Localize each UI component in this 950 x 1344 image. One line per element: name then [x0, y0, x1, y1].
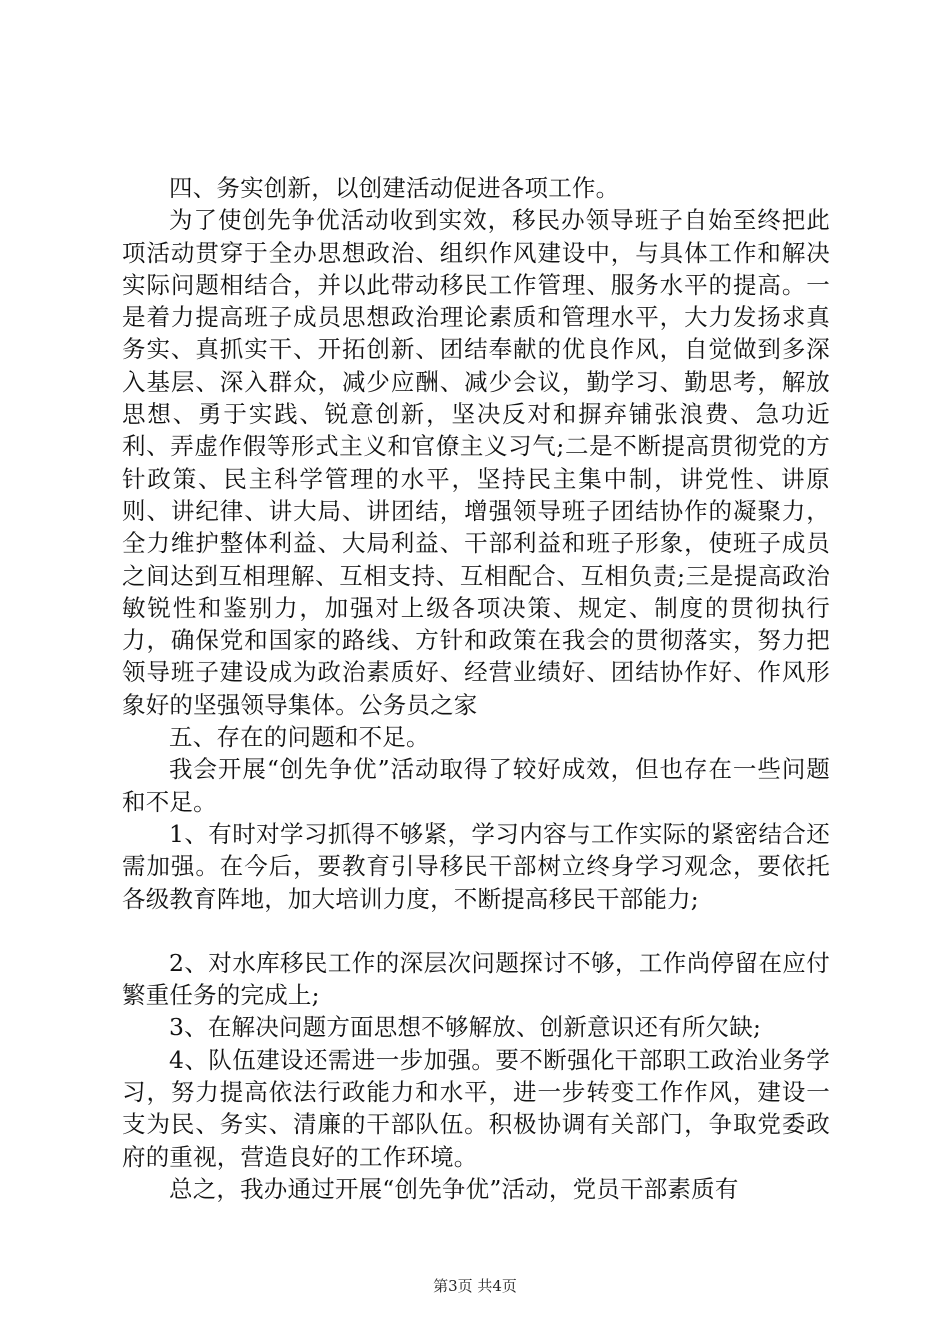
section-heading-4: 四、务实创新，以创建活动促进各项工作。 — [169, 174, 620, 202]
problem-item-2: 2、对水库移民工作的深层次问题探讨不够，工作尚停留在应付繁重任务的完成上; — [122, 948, 830, 1010]
problem-item-1: 1、有时对学习抓得不够紧，学习内容与工作实际的紧密结合还需加强。在今后，要教育引导移民干部树立终身学习观念，要依托各级教育阵地，加大培训力度，不断提高移民干部能力; — [122, 819, 830, 913]
document-body — [122, 172, 830, 1205]
problem-item-4: 4、队伍建设还需进一步加强。要不断强化干部职工政治业务学习，努力提高依法行政能力和水平，进一步转变工作作风，建设一支为民、务实、清廉的干部队伍。积极协调有关部门，争取党委政府的重视，营造良好的工作环境。 — [122, 1045, 830, 1171]
paragraph-innovation: 为了使创先争优活动收到实效，移民办领导班子自始至终把此项活动贯穿于全办思想政治、组织作风建设中，与具体工作和解决实际问题相结合，并以此带动移民工作管理、服务水平的提高。一是着力提高班子成员思想政治理论素质和管理水平，大力发扬求真务实、真抓实干、开拓创新、团结奉献的优良作风，自觉做到多深入基层、深入群众，减少应酬、减少会议，勤学习、勤思考，解放思想、勇于实践、锐意创新，坚决反对和摒弃铺张浪费、急功近利、弄虚作假等形式主义和官僚主义习气;二是不断提高贯彻党的方针政策、民主科学管理的水平，坚持民主集中制，讲党性、讲原则、讲纪律、讲大局、讲团结，增强领导班子团结协作的凝聚力，全力维护整体利益、大局利益、干部利益和班子形象，使班子成员之间达到互相理解、互相支持、互相配合、互相负责;三是提高政治敏锐性和鉴别力，加强对上级各项决策、规定、制度的贯彻执行力，确保党和国家的路线、方针和政策在我会的贯彻落实，努力把领导班子建设成为政治素质好、经营业绩好、团结协作好、作风形象好的坚强领导集体。公务员之家 — [122, 206, 830, 719]
paragraph-problems-intro: 我会开展“创先争优”活动取得了较好成效，但也存在一些问题和不足。 — [122, 755, 830, 816]
paragraph-conclusion: 总之，我办通过开展“创先争优”活动，党员干部素质有 — [169, 1174, 739, 1203]
page-number-footer: 第3页 共4页 — [433, 1277, 517, 1295]
problem-item-3: 3、在解决问题方面思想不够解放、创新意识还有所欠缺; — [169, 1013, 762, 1042]
section-heading-5: 五、存在的问题和不足。 — [169, 723, 430, 752]
